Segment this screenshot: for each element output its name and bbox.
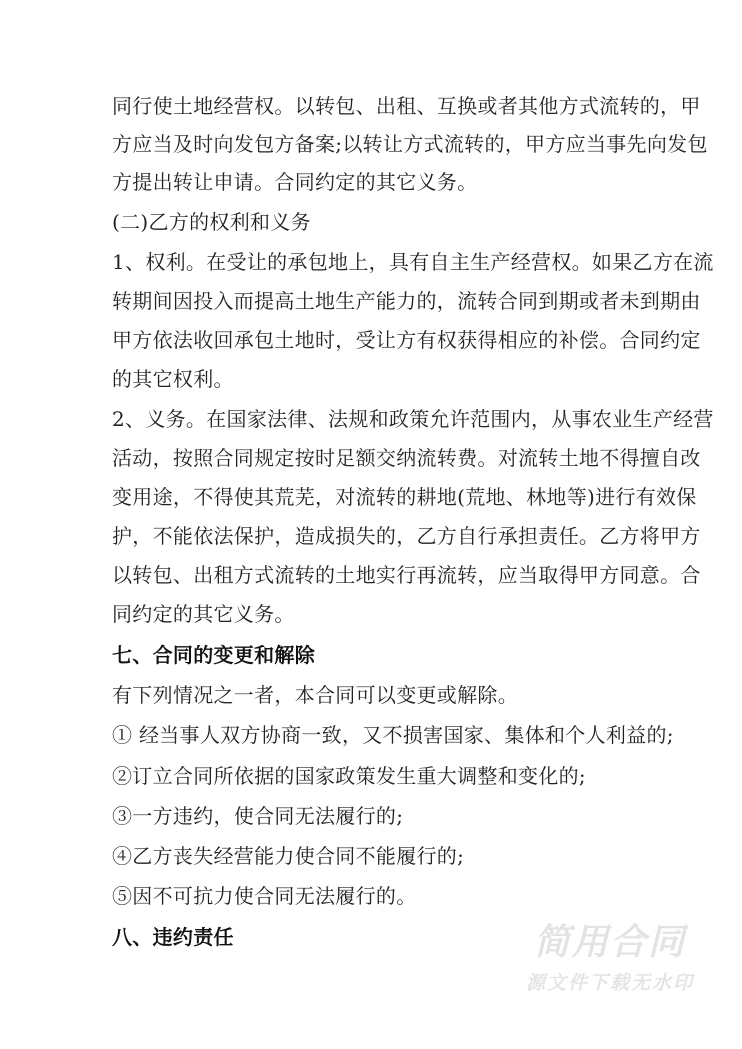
watermark-title: 简用合同 bbox=[533, 922, 686, 963]
paragraph-line: 有下列情况之一者，本合同可以变更或解除。 bbox=[112, 683, 518, 707]
paragraph-line: 1、权利。在受让的承包地上，具有自主生产经营权。如果乙方在流 bbox=[112, 250, 714, 274]
list-item: ②订立合同所依据的国家政策发生重大调整和变化的; bbox=[112, 764, 586, 788]
list-item: ④乙方丧失经营能力使合同不能履行的; bbox=[112, 844, 465, 868]
paragraph-line: 变用途，不得使其荒芜，对流转的耕地(荒地、林地等)进行有效保 bbox=[112, 485, 697, 509]
paragraph-line: 同行使土地经营权。以转包、出租、互换或者其他方式流转的，甲 bbox=[112, 94, 701, 118]
paragraph-line: 甲方依法收回承包土地时，受让方有权获得相应的补偿。合同约定 bbox=[112, 328, 701, 352]
section-heading-8: 八、违约责任 bbox=[112, 925, 234, 949]
list-item: ③一方违约，使合同无法履行的; bbox=[112, 804, 404, 828]
paragraph-line: 转期间因投入而提高土地生产能力的，流转合同到期或者未到期由 bbox=[112, 289, 701, 313]
paragraph-line: 护，不能依法保护，造成损失的，乙方自行承担责任。乙方将甲方 bbox=[112, 524, 701, 548]
section-heading-7: 七、合同的变更和解除 bbox=[112, 643, 315, 667]
paragraph-line: 方应当及时向发包方备案;以转让方式流转的，甲方应当事先向发包 bbox=[112, 132, 708, 156]
paragraph-line: 同约定的其它义务。 bbox=[112, 602, 295, 626]
paragraph-line: 方提出转让申请。合同约定的其它义务。 bbox=[112, 170, 478, 194]
watermark-subtitle: 源文件下载无水印 bbox=[525, 972, 694, 994]
list-item: ① 经当事人双方协商一致，又不损害国家、集体和个人利益的; bbox=[112, 723, 674, 747]
subsection-title: (二)乙方的权利和义务 bbox=[112, 210, 311, 234]
list-item: ⑤因不可抗力使合同无法履行的。 bbox=[112, 884, 417, 908]
paragraph-line: 2、义务。在国家法律、法规和政策允许范围内，从事农业生产经营 bbox=[112, 407, 714, 431]
paragraph-line: 以转包、出租方式流转的土地实行再流转，应当取得甲方同意。合 bbox=[112, 563, 701, 587]
watermark bbox=[510, 922, 710, 996]
paragraph-line: 的其它权利。 bbox=[112, 367, 234, 391]
paragraph-line: 活动，按照合同规定按时足额交纳流转费。对流转土地不得擅自改 bbox=[112, 446, 701, 470]
